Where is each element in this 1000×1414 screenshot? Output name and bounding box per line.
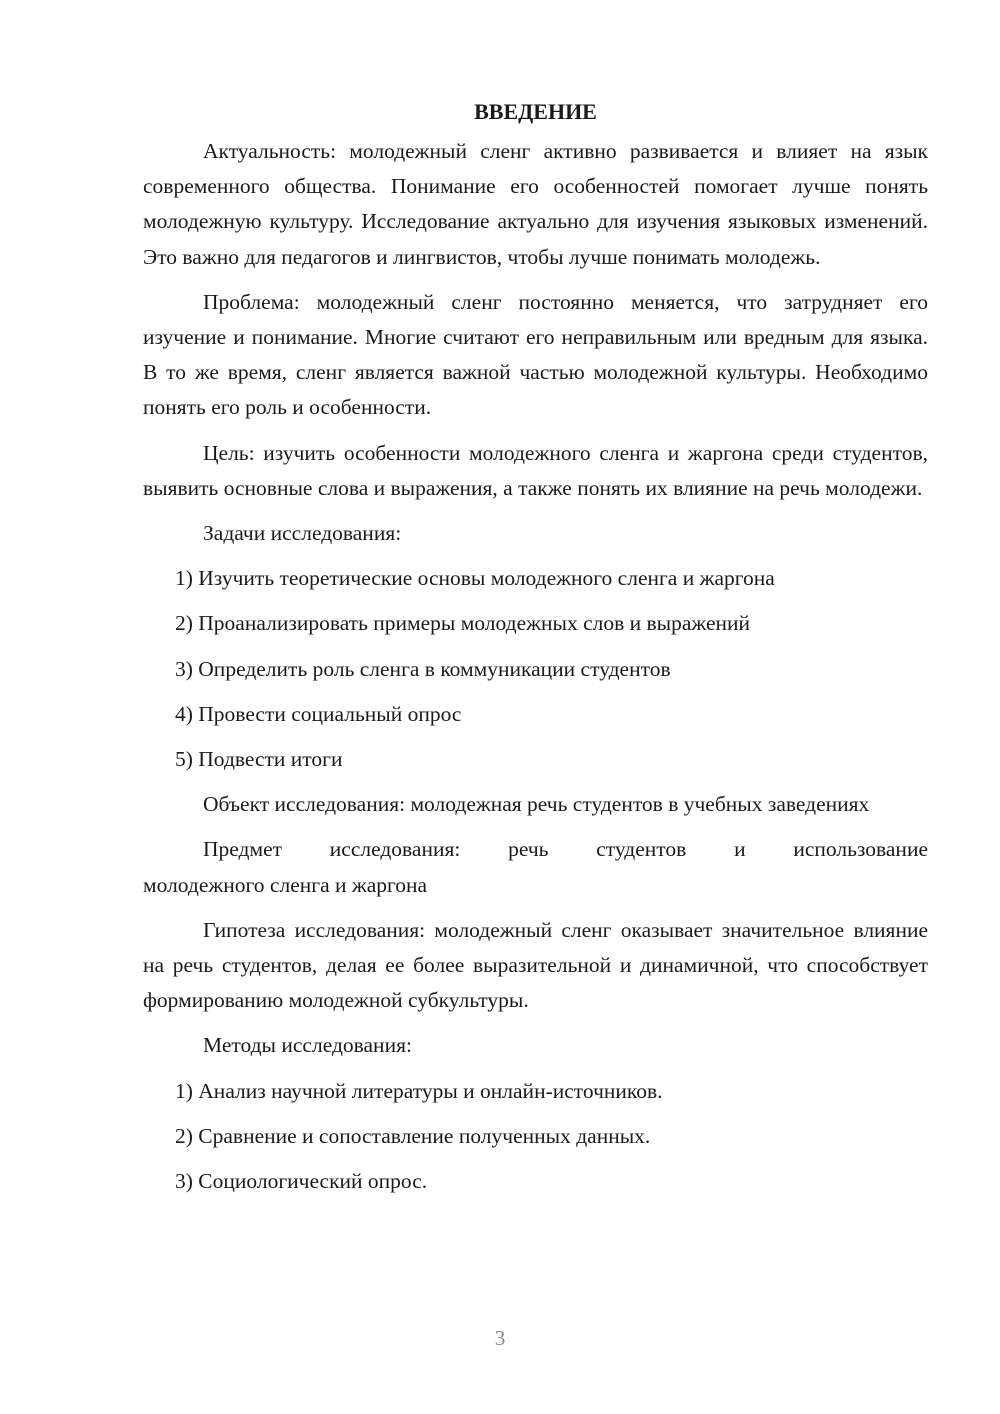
method-item-3: 3) Социологический опрос. (175, 1169, 428, 1194)
task-item-5: 5) Подвести итоги (175, 747, 343, 772)
subject-paragraph (143, 832, 928, 902)
page-number: 3 (494, 1326, 506, 1350)
task-item-4: 4) Провести социальный опрос (175, 701, 462, 726)
method-item-1: 1) Анализ научной литературы и онлайн-источников. (175, 1078, 663, 1103)
subject-line-1: Предмет исследования: речь студентов и использование (203, 837, 928, 862)
method-item-2: 2) Сравнение и сопоставление полученных данных. (175, 1123, 651, 1148)
section-heading: ВВЕДЕНИЕ (474, 99, 597, 124)
task-item-1: 1) Изучить теоретические основы молодежного сленга и жаргона (175, 566, 775, 591)
hypothesis-paragraph: Гипотеза исследования: молодежный сленг оказывает значительное влияние на речь студентов, делая ее более выразительной и динамичной, что способствует формированию молодежной субкультуры. (143, 917, 928, 1013)
problem-paragraph: Проблема: молодежный сленг постоянно меняется, что затрудняет его изучение и понимание. Многие считают его неправильным или вредным для языка. В то же время, сленг является важной частью молодежной культуры. Необходимо понять его роль и особенности. (143, 289, 928, 420)
relevance-paragraph: Актуальность: молодежный сленг активно развивается и влияет на язык современного общества. Понимание его особенностей помогает лучше понять молодежную культуру. Исследование актуально для изучения языковых изменений. Это важно для педагогов и лингвистов, чтобы лучше понимать молодежь. (143, 139, 928, 269)
tasks-title: Задачи исследования: (203, 521, 402, 546)
task-item-3: 3) Определить роль сленга в коммуникации студентов (175, 656, 671, 681)
methods-title: Методы исследования: (203, 1033, 412, 1058)
task-item-2: 2) Проанализировать примеры молодежных слов и выражений (175, 611, 751, 636)
goal-paragraph: Цель: изучить особенности молодежного сленга и жаргона среди студентов, выявить основные слова и выражения, а также понять их влияние на речь молодежи. (143, 440, 928, 500)
document-page (143, 94, 928, 1209)
subject-line-2: молодежного сленга и жаргона (143, 872, 428, 897)
object-paragraph: Объект исследования: молодежная речь студентов в учебных заведениях (203, 792, 870, 817)
